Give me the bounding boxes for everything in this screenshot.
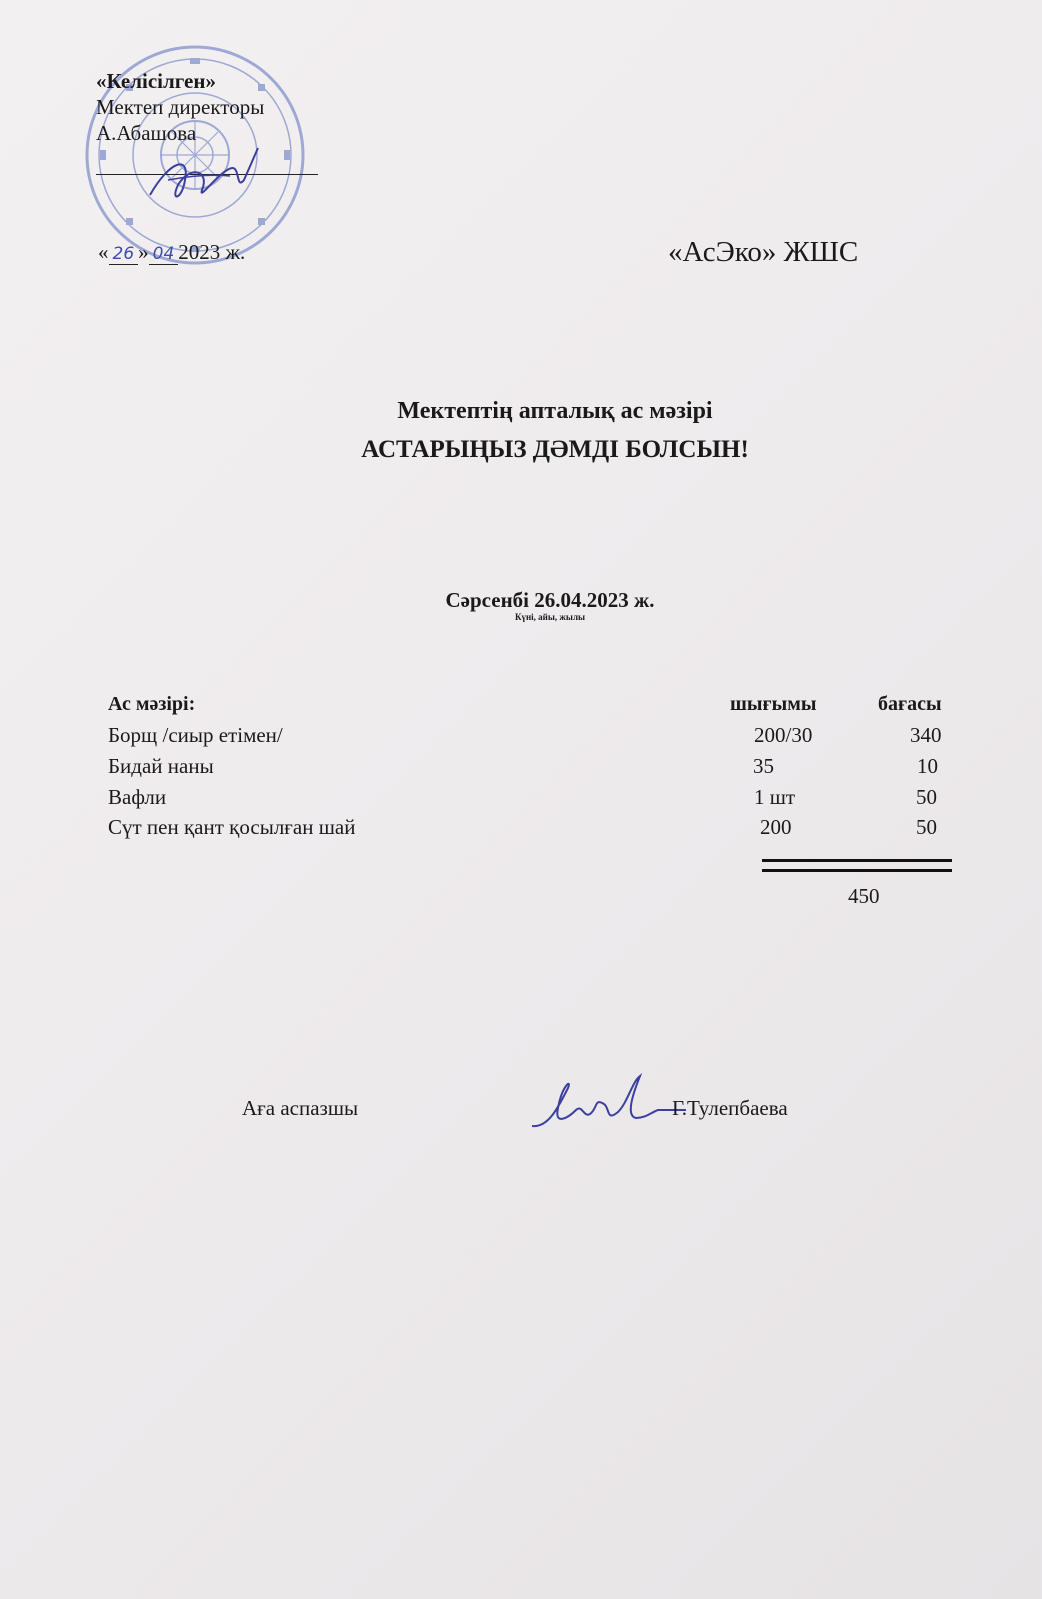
approval-position: Мектеп директоры: [96, 95, 265, 119]
menu-title: Мектептің апталық ас мәзірі: [397, 398, 713, 424]
date-day: 26: [109, 244, 139, 265]
company-name: «АсЭко» ЖШС: [668, 236, 859, 268]
approval-date: [98, 240, 245, 265]
director-signature: [140, 140, 270, 220]
menu-item-price: 10: [917, 754, 938, 778]
menu-item-price: 50: [916, 785, 937, 809]
menu-header-price: бағасы: [878, 693, 942, 715]
menu-item-name: Вафли: [108, 785, 167, 809]
date-close-quote: »: [138, 240, 149, 264]
approval-heading: «Келісілген»: [96, 69, 216, 93]
day-label: Сәрсенбі 26.04.2023 ж.: [445, 588, 655, 612]
total-divider: [762, 859, 952, 872]
menu-item-price: 340: [910, 723, 942, 747]
menu-item-name: Борщ /сиыр етімен/: [108, 723, 283, 747]
menu-item-yield: 1 шт: [754, 785, 796, 809]
menu-header-name: Ас мәзірі:: [108, 693, 196, 715]
menu-item-price: 50: [916, 815, 937, 839]
date-month: 04: [149, 244, 179, 265]
menu-item-name: Сүт пен қант қосылған шай: [108, 815, 356, 839]
menu-item-yield: 35: [753, 754, 774, 778]
menu-item-name: Бидай наны: [108, 754, 214, 778]
menu-total: 450: [848, 884, 880, 908]
menu-item-yield: 200/30: [754, 723, 813, 747]
date-year: 2023 ж.: [178, 240, 246, 264]
menu-header-yield: шығымы: [730, 693, 817, 715]
menu-item-yield: 200: [760, 815, 792, 839]
cook-name: Г.Тулепбаева: [672, 1096, 788, 1120]
cook-title: Аға аспазшы: [242, 1096, 359, 1120]
day-sublabel: Күні, айы, жылы: [514, 612, 586, 622]
date-open-quote: «: [98, 240, 109, 264]
menu-greeting: АСТАРЫҢЫЗ ДӘМДІ БОЛСЫН!: [361, 436, 749, 463]
approval-name: А.Абашова: [96, 121, 197, 145]
cook-signature: [528, 1068, 688, 1138]
